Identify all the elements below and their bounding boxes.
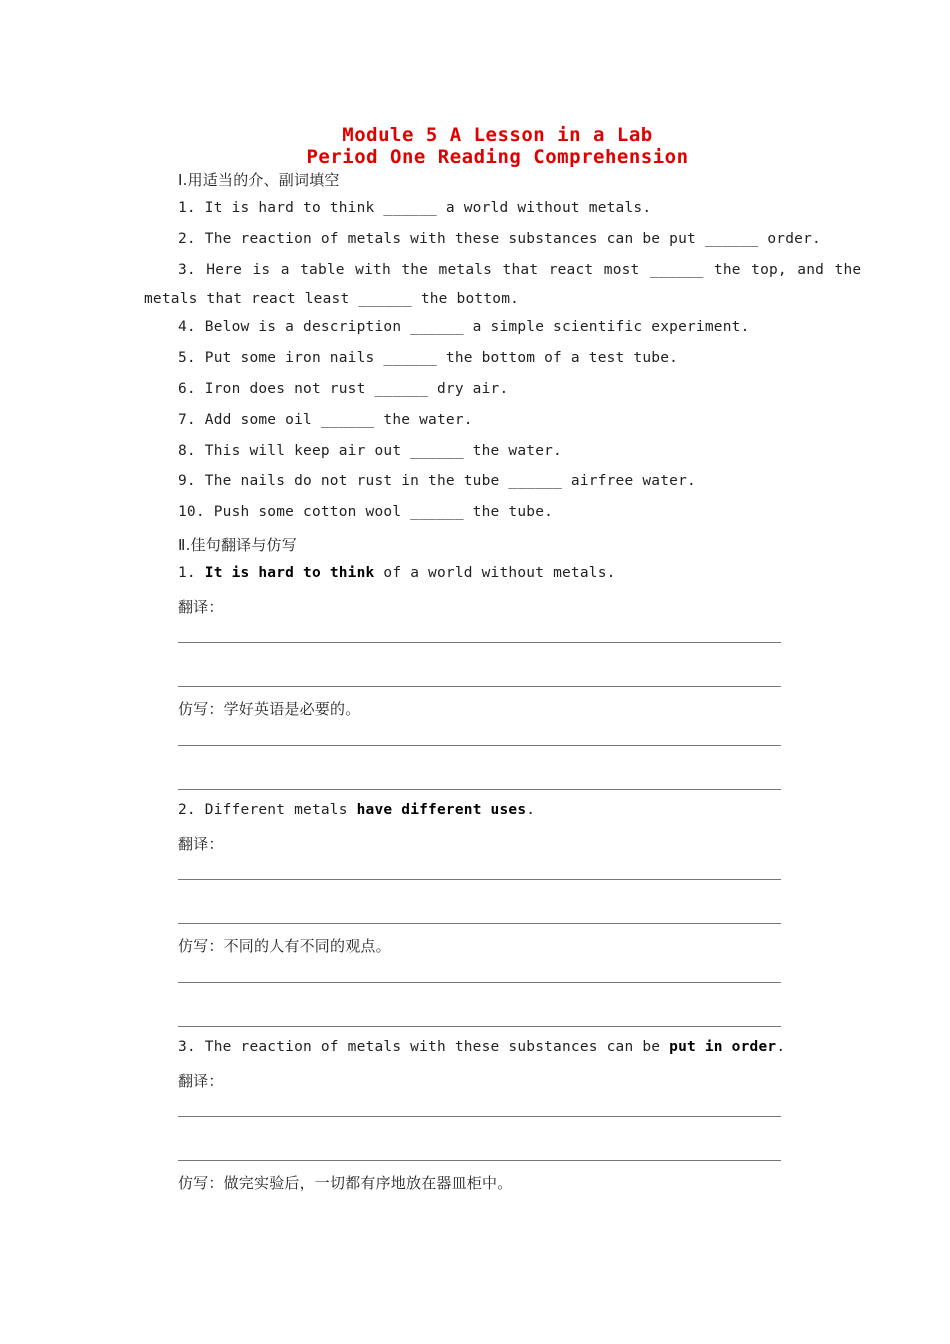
answer-line[interactable]	[178, 1160, 781, 1161]
imitate-1: 仿写：学好英语是必要的。	[178, 700, 361, 718]
sentence-1-post: of a world without metals.	[374, 565, 616, 581]
answer-line[interactable]	[178, 745, 781, 746]
imitate-2: 仿写：不同的人有不同的观点。	[178, 937, 391, 955]
answer-line[interactable]	[178, 1026, 781, 1027]
fill-item-5: 5. Put some iron nails ______ the bottom of a test tube.	[178, 350, 679, 366]
fill-item-4: 4. Below is a description ______ a simple scientific experiment.	[178, 319, 750, 335]
fill-item-7: 7. Add some oil ______ the water.	[178, 412, 473, 428]
sentence-3-pre: 3. The reaction of metals with these substances can be	[178, 1039, 670, 1055]
sentence-2-key: have different uses	[356, 802, 527, 818]
answer-line[interactable]	[178, 982, 781, 983]
sentence-2-pre: 2. Different metals	[178, 802, 357, 818]
sentence-3-key: put in order	[669, 1039, 777, 1055]
section1-heading: Ⅰ.用适当的介、副词填空	[178, 171, 340, 189]
answer-line[interactable]	[178, 642, 781, 643]
translate-label-2: 翻译：	[178, 835, 224, 853]
sentence-3	[178, 1039, 785, 1055]
fill-item-3-cont: metals that react least ______ the bottom.	[144, 291, 520, 307]
answer-line[interactable]	[178, 1116, 781, 1117]
fill-item-6: 6. Iron does not rust ______ dry air.	[178, 381, 509, 397]
answer-line[interactable]	[178, 879, 781, 880]
fill-item-3: 3. Here is a table with the metals that react most ______ the top, and the	[178, 262, 862, 278]
section2-heading: Ⅱ.佳句翻译与仿写	[178, 536, 297, 554]
fill-item-9: 9. The nails do not rust in the tube ______ airfree water.	[178, 473, 696, 489]
fill-item-2: 2. The reaction of metals with these substances can be put ______ order.	[178, 231, 821, 247]
fill-item-8: 8. This will keep air out ______ the water.	[178, 443, 562, 459]
sentence-2-post: .	[526, 802, 536, 818]
translate-label-3: 翻译：	[178, 1072, 224, 1090]
period-title: Period One Reading Comprehension	[306, 146, 689, 168]
fill-item-10: 10. Push some cotton wool ______ the tube.	[178, 504, 554, 520]
imitate-3: 仿写：做完实验后，一切都有序地放在器皿柜中。	[178, 1174, 513, 1192]
sentence-3-post: .	[776, 1039, 786, 1055]
fill-item-1: 1. It is hard to think ______ a world without metals.	[178, 200, 652, 216]
sentence-1-pre: 1.	[178, 565, 205, 581]
translate-label-1: 翻译：	[178, 598, 224, 616]
sentence-1	[178, 565, 616, 581]
answer-line[interactable]	[178, 686, 781, 687]
answer-line[interactable]	[178, 923, 781, 924]
module-title: Module 5 A Lesson in a Lab	[342, 124, 653, 146]
sentence-1-key: It is hard to think	[204, 565, 375, 581]
answer-line[interactable]	[178, 789, 781, 790]
sentence-2	[178, 802, 535, 818]
